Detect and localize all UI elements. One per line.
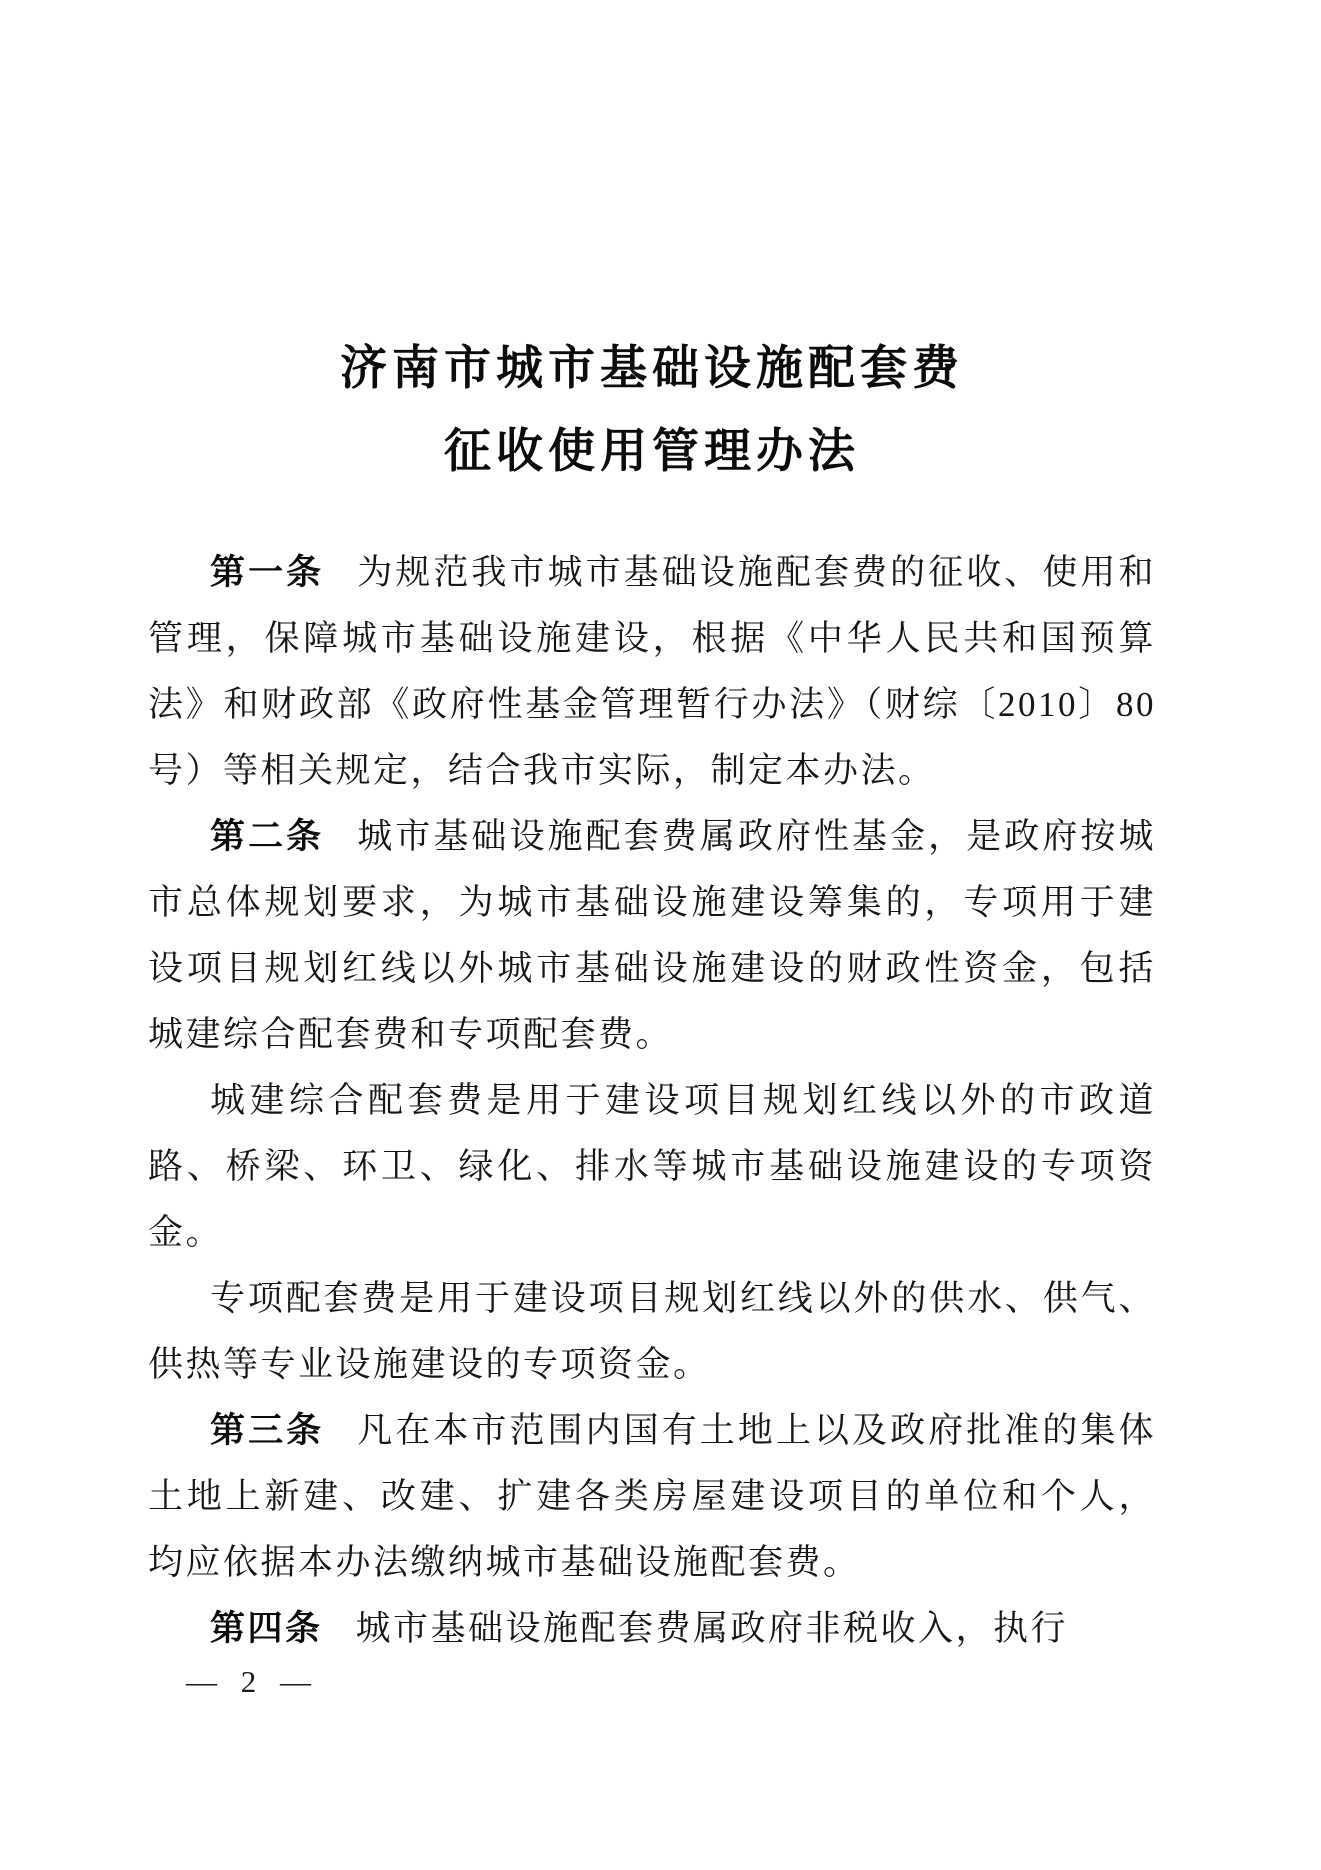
article-text: 城市基础设施配套费属政府非税收入，执行 xyxy=(355,1609,1069,1648)
article-text: 凡在本市范围内国有土地上以及政府批准的集体土地上新建、改建、扩建各类房屋建设项目的单位和个人，均应依据本办法缴纳城市基础设施配套费。 xyxy=(148,1411,1156,1582)
article-number-label: 第四条 xyxy=(210,1609,323,1648)
paragraph-article-4 xyxy=(148,1596,1156,1662)
paragraph-article-2 xyxy=(148,804,1156,1068)
paragraph-article-3 xyxy=(148,1398,1156,1596)
article-text: 为规范我市城市基础设施配套费的征收、使用和管理，保障城市基础设施建设，根据《中华人民共和国预算法》和财政部《政府性基金管理暂行办法》（财综〔2010〕80 号）等相关规定，结合我市实际，制定本办法。 xyxy=(148,553,1156,790)
paragraph-special-fee xyxy=(148,1266,1156,1398)
document-title xyxy=(148,0,1156,494)
document-title-line1: 济南市城市基础设施配套费 xyxy=(340,343,964,395)
article-number-label: 第三条 xyxy=(210,1411,325,1450)
page-number: — 2 — xyxy=(186,1664,319,1699)
article-text: 城建综合配套费是用于建设项目规划红线以外的市政道路、桥梁、环卫、绿化、排水等城市基础设施建设的专项资金。 xyxy=(148,1081,1156,1252)
document-title-line2: 征收使用管理办法 xyxy=(444,426,860,478)
article-text: 城市基础设施配套费属政府性基金，是政府按城市总体规划要求，为城市基础设施建设筹集的，专项用于建设项目规划红线以外城市基础设施建设的财政性资金，包括城建综合配套费和专项配套费。 xyxy=(148,817,1156,1054)
article-number-label: 第一条 xyxy=(210,553,325,592)
document-body xyxy=(148,540,1156,1662)
paragraph-article-1 xyxy=(148,540,1156,804)
paragraph-comprehensive-fee xyxy=(148,1068,1156,1266)
article-text: 专项配套费是用于建设项目规划红线以外的供水、供气、供热等专业设施建设的专项资金。 xyxy=(148,1279,1156,1384)
article-number-label: 第二条 xyxy=(210,817,325,856)
